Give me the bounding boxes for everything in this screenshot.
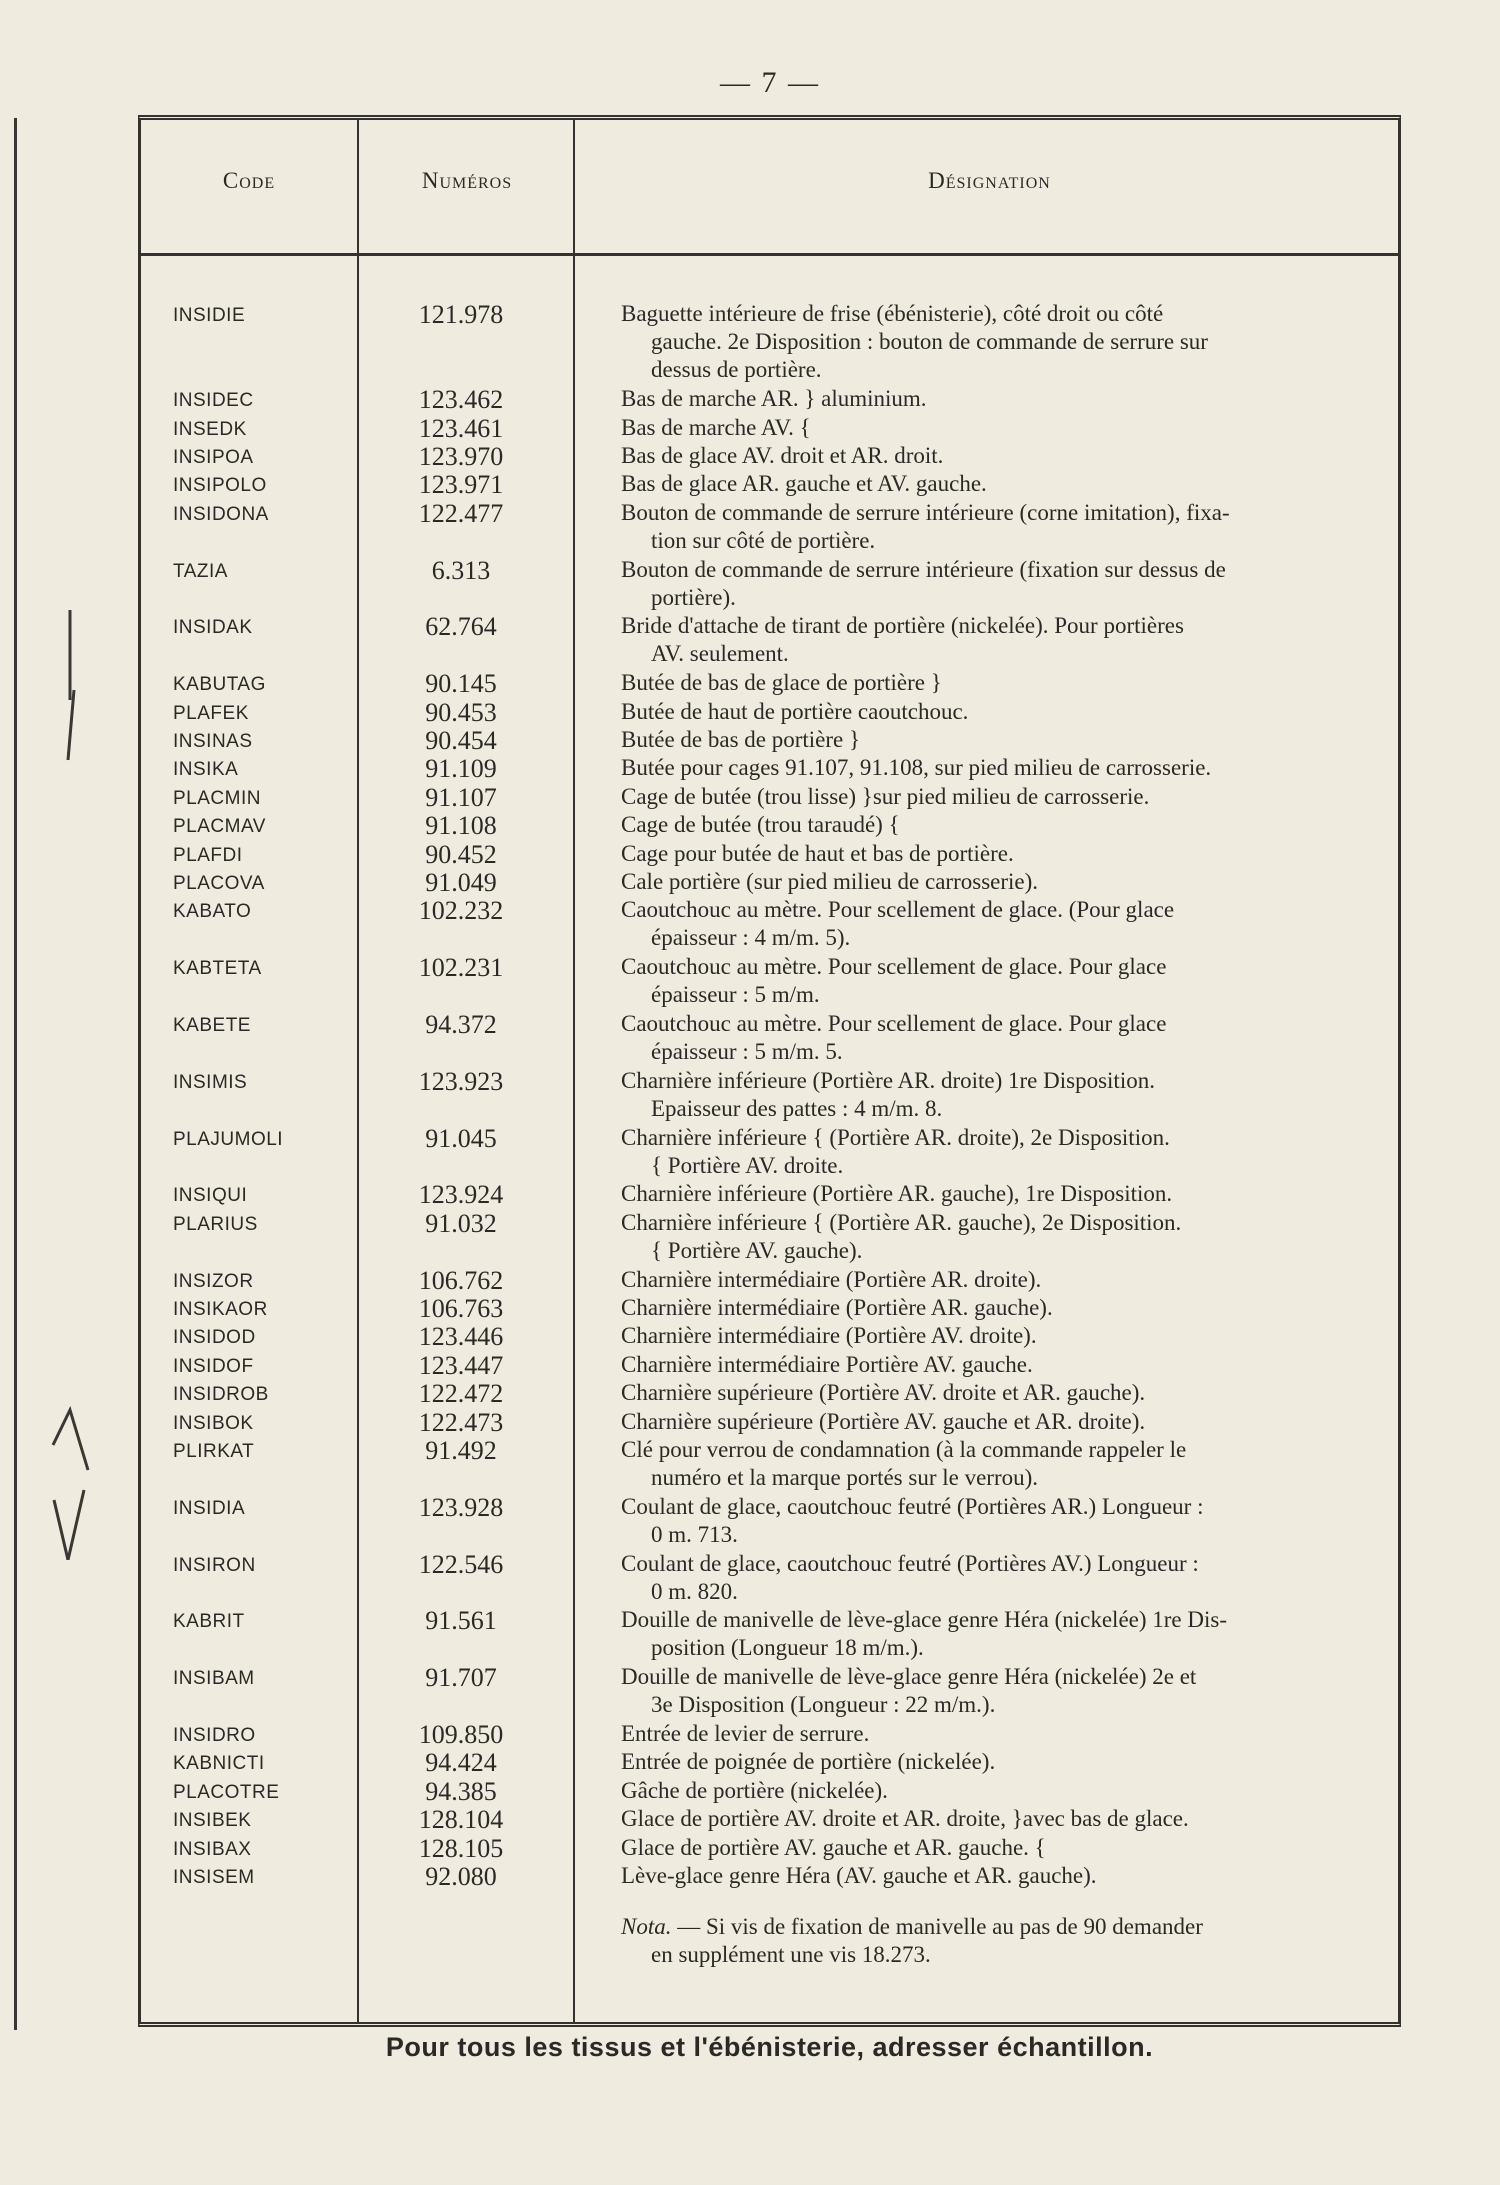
part-designation	[621, 1720, 1389, 1748]
part-number: 91.049	[425, 868, 497, 897]
table-row	[141, 1834, 1398, 1862]
table-row	[141, 1805, 1398, 1833]
designation-line: Gâche de portière (nickelée).	[621, 1777, 888, 1803]
part-code: INSIDOF	[173, 1355, 254, 1377]
part-code: INSIPOLO	[173, 475, 267, 497]
table-row	[141, 1777, 1398, 1805]
part-code: KABTETA	[173, 958, 262, 980]
part-code: PLIRKAT	[173, 1441, 255, 1462]
part-code: PLAFDI	[173, 844, 243, 866]
designation-line: Coulant de glace, caoutchouc feutré (Portières AR.) Longueur :	[621, 1493, 1204, 1519]
part-number: 94.385	[425, 1776, 497, 1806]
table-row	[141, 1379, 1398, 1407]
part-number: 128.104	[418, 1805, 504, 1835]
part-number: 91.109	[425, 754, 497, 784]
part-designation	[621, 953, 1389, 1009]
part-designation	[621, 1493, 1389, 1549]
designation-line: Caoutchouc au mètre. Pour scellement de glace. (Pour glace	[621, 897, 1175, 923]
table-row	[141, 1322, 1398, 1350]
part-code: INSIDRO	[173, 1725, 256, 1746]
part-code: PLAFEK	[173, 702, 249, 724]
part-designation	[621, 470, 1389, 498]
part-code: INSIBEK	[173, 1810, 252, 1832]
part-designation	[621, 1663, 1389, 1719]
table-row	[141, 555, 1398, 610]
part-designation	[621, 1834, 1389, 1862]
part-code: INSIMIS	[173, 1071, 248, 1093]
part-number: 91.032	[425, 1208, 497, 1238]
table-row	[141, 1266, 1398, 1294]
table-row	[141, 754, 1398, 782]
part-number: 106.762	[418, 1265, 504, 1295]
part-designation	[621, 1379, 1389, 1407]
part-designation	[621, 1351, 1389, 1379]
part-code: TAZIA	[173, 560, 228, 582]
part-number: 90.145	[425, 669, 497, 699]
designation-line: Butée pour cages 91.107, 91.108, sur pied milieu de carrosserie.	[621, 755, 1212, 781]
part-number: 122.472	[418, 1379, 504, 1409]
part-code: PLACOVA	[173, 873, 265, 894]
designation-line: Charnière intermédiaire Portière AV. gauche.	[621, 1351, 1033, 1377]
part-code: INSIQUI	[173, 1185, 248, 1207]
designation-line: 3e Disposition (Longueur : 22 m/m.).	[651, 1692, 996, 1718]
part-code: INSIPOA	[173, 447, 254, 468]
designation-line: Bas de marche AR. } aluminium.	[621, 386, 927, 412]
designation-line: Charnière supérieure (Portière AV. gauche et AR. droite).	[621, 1408, 1146, 1434]
designation-line: Glace de portière AV. gauche et AR. gauche. {	[621, 1834, 1046, 1860]
table-row	[141, 1010, 1398, 1064]
part-code: INSIDEC	[173, 390, 254, 412]
part-designation	[621, 442, 1389, 470]
designation-line: épaisseur : 5 m/m. 5.	[651, 1039, 843, 1064]
table-row	[141, 1208, 1398, 1263]
table-row	[141, 1408, 1398, 1436]
table-row	[141, 1123, 1398, 1178]
part-code: KABETE	[173, 1015, 251, 1036]
part-number: 102.232	[418, 896, 504, 926]
part-number: 122.473	[418, 1407, 504, 1437]
designation-line: Baguette intérieure de frise (ébénisterie), côté droit ou côté	[621, 301, 1164, 326]
part-number: 121.978	[418, 300, 504, 329]
page-number: — 7 —	[720, 66, 820, 99]
part-number: 123.923	[418, 1066, 504, 1096]
designation-line: Douille de manivelle de lève-glace genre Héra (nickelée) 1re Dis-	[621, 1607, 1227, 1633]
designation-line: épaisseur : 4 m/m. 5).	[651, 925, 851, 951]
part-designation	[621, 1010, 1389, 1066]
table-row	[141, 1180, 1398, 1208]
table-row	[141, 1663, 1398, 1718]
part-designation	[621, 1550, 1389, 1606]
part-number: 123.461	[418, 413, 504, 443]
designation-line: Entrée de poignée de portière (nickelée).	[621, 1749, 996, 1775]
part-number: 109.850	[418, 1720, 504, 1749]
designation-line: Bas de glace AR. gauche et AV. gauche.	[621, 471, 987, 497]
nota-text-2: en supplément une vis 18.273.	[651, 1942, 931, 1967]
part-code: PLACMAV	[173, 816, 266, 838]
designation-line: 0 m. 713.	[651, 1521, 738, 1547]
part-number: 123.928	[418, 1492, 504, 1522]
table-row	[141, 1862, 1398, 1890]
part-designation	[621, 1748, 1389, 1776]
part-designation	[621, 698, 1389, 726]
part-code: KABRIT	[173, 1611, 245, 1633]
part-code: INSIBOK	[173, 1412, 254, 1434]
part-code: PLARIUS	[173, 1213, 258, 1235]
table-row	[141, 726, 1398, 754]
part-designation	[621, 300, 1389, 384]
designation-line: Entrée de levier de serrure.	[621, 1721, 870, 1746]
part-code: INSIDIE	[173, 305, 246, 326]
designation-line: Epaisseur des pattes : 4 m/m. 8.	[651, 1095, 943, 1121]
table-row	[141, 896, 1398, 951]
designation-line: Charnière inférieure { (Portière AR. gauche), 2e Disposition.	[621, 1209, 1182, 1235]
designation-line: { Portière AV. gauche).	[651, 1237, 863, 1263]
header-designation: Désignation	[928, 168, 1051, 193]
designation-line: position (Longueur 18 m/m.).	[651, 1635, 924, 1661]
part-number: 102.231	[418, 953, 504, 983]
designation-line: Butée de bas de portière }	[621, 727, 861, 752]
part-code: PLACMIN	[173, 787, 261, 809]
designation-line: Cale portière (sur pied milieu de carrosserie).	[621, 869, 1039, 894]
part-number: 90.453	[425, 697, 497, 727]
part-number: 94.372	[425, 1010, 497, 1039]
designation-line: numéro et la marque portés sur le verrou).	[651, 1465, 1039, 1490]
part-number: 91.492	[425, 1436, 497, 1465]
part-number: 123.970	[418, 442, 504, 471]
header-rule	[141, 253, 1398, 256]
designation-line: Coulant de glace, caoutchouc feutré (Portières AV.) Longueur :	[621, 1550, 1199, 1576]
designation-line: Douille de manivelle de lève-glace genre Héra (nickelée) 2e et	[621, 1664, 1197, 1690]
part-designation	[621, 896, 1389, 952]
designation-line: Charnière intermédiaire (Portière AR. gauche).	[621, 1295, 1053, 1320]
part-number: 123.446	[418, 1322, 504, 1352]
part-designation	[621, 811, 1389, 839]
designation-line: Cage pour butée de haut et bas de portière.	[621, 840, 1014, 866]
table-row	[141, 300, 1398, 382]
part-designation	[621, 1294, 1389, 1322]
part-code: INSIKA	[173, 759, 239, 781]
part-code: KABNICTI	[173, 1753, 265, 1775]
part-number: 91.561	[425, 1606, 497, 1636]
table-row	[141, 1748, 1398, 1776]
part-code: INSIBAX	[173, 1838, 252, 1860]
part-number: 90.452	[425, 839, 497, 869]
designation-line: dessus de portière.	[651, 357, 822, 382]
designation-line: Cage de butée (trou lisse) }sur pied milieu de carrosserie.	[621, 783, 1150, 809]
part-number: 106.763	[418, 1294, 504, 1323]
part-number: 91.707	[425, 1663, 497, 1693]
designation-line: Cage de butée (trou taraudé) {	[621, 812, 900, 838]
table-row	[141, 1436, 1398, 1490]
part-designation	[621, 1209, 1389, 1265]
designation-line: 0 m. 820.	[651, 1578, 738, 1604]
part-code: PLACOTRE	[173, 1781, 280, 1803]
part-number: 62.764	[425, 612, 497, 642]
part-number: 123.971	[418, 470, 504, 500]
part-designation	[621, 840, 1389, 868]
part-number: 128.105	[418, 1833, 504, 1863]
part-designation	[621, 414, 1389, 442]
table-row	[141, 414, 1398, 442]
part-designation	[621, 669, 1389, 697]
designation-line: Butée de bas de glace de portière }	[621, 670, 942, 696]
part-code: KABUTAG	[173, 674, 266, 696]
designation-line: Charnière inférieure { (Portière AR. droite), 2e Disposition.	[621, 1124, 1170, 1150]
part-number: 91.107	[425, 782, 497, 812]
table-row	[141, 1720, 1398, 1748]
table-row	[141, 1606, 1398, 1661]
left-border-strip	[0, 118, 17, 2030]
part-designation	[621, 1436, 1389, 1492]
table-row	[141, 385, 1398, 413]
part-code: INSIBAM	[173, 1668, 255, 1690]
designation-line: Charnière intermédiaire (Portière AR. droite).	[621, 1266, 1042, 1292]
table-row	[141, 1549, 1398, 1604]
part-number: 122.477	[418, 498, 504, 528]
part-code: INSIRON	[173, 1554, 256, 1576]
part-code: KABATO	[173, 901, 252, 923]
part-designation	[621, 1180, 1389, 1208]
designation-line: Lève-glace genre Héra (AV. gauche et AR. gauche).	[621, 1863, 1097, 1888]
designation-line: Charnière intermédiaire (Portière AV. droite).	[621, 1323, 1037, 1349]
table-row	[141, 698, 1398, 726]
table-row	[141, 612, 1398, 667]
part-designation	[621, 726, 1389, 754]
part-number: 94.424	[425, 1748, 497, 1778]
part-number: 123.924	[418, 1180, 504, 1210]
nota-text: — Si vis de fixation de manivelle au pas de 90 demander	[677, 1914, 1203, 1939]
part-code: INSIZOR	[173, 1270, 254, 1292]
table-row	[141, 442, 1398, 470]
designation-line: Charnière inférieure (Portière AR. droite) 1re Disposition.	[621, 1067, 1155, 1093]
part-designation	[621, 1124, 1389, 1180]
part-designation	[621, 1862, 1389, 1890]
designation-line: Caoutchouc au mètre. Pour scellement de glace. Pour glace	[621, 1011, 1167, 1036]
part-designation	[621, 1266, 1389, 1294]
table-row	[141, 669, 1398, 697]
part-designation	[621, 783, 1389, 811]
part-designation	[621, 1606, 1389, 1662]
table-row	[141, 840, 1398, 868]
table-row	[141, 868, 1398, 896]
designation-line: portière).	[651, 584, 736, 610]
part-code: INSIDROB	[173, 1384, 269, 1406]
part-designation	[621, 612, 1389, 668]
part-code: INSIDIA	[173, 1497, 246, 1519]
part-number: 91.045	[425, 1123, 497, 1153]
part-designation	[621, 868, 1389, 896]
part-code: INSIDONA	[173, 503, 269, 525]
nota	[621, 1913, 1389, 1969]
part-code: PLAJUMOLI	[173, 1128, 284, 1150]
part-designation	[621, 1322, 1389, 1350]
binding-marks	[48, 610, 98, 1560]
part-designation	[621, 754, 1389, 782]
footer-note: Pour tous les tissus et l'ébénisterie, adresser échantillon.	[385, 2032, 1154, 2062]
table-row	[141, 953, 1398, 1008]
designation-line: Bouton de commande de serrure intérieure (fixation sur dessus de	[621, 556, 1226, 582]
designation-line: épaisseur : 5 m/m.	[651, 982, 820, 1008]
part-designation	[621, 499, 1389, 555]
designation-line: Bouton de commande de serrure intérieure (corne imitation), fixa-	[621, 499, 1230, 525]
part-designation	[621, 1777, 1389, 1805]
part-number: 6.313	[431, 555, 491, 585]
part-designation	[621, 385, 1389, 413]
designation-line: Glace de portière AV. droite et AR. droite, }avec bas de glace.	[621, 1806, 1189, 1832]
designation-line: AV. seulement.	[651, 641, 789, 667]
part-code: INSEDK	[173, 418, 247, 440]
part-number: 122.546	[418, 1549, 504, 1579]
part-code: INSINAS	[173, 731, 253, 752]
designation-line: Butée de haut de portière caoutchouc.	[621, 698, 969, 724]
designation-line: tion sur côté de portière.	[651, 527, 876, 553]
designation-line: Clé pour verrou de condamnation (à la commande rappeler le	[621, 1437, 1187, 1462]
table-row	[141, 1294, 1398, 1322]
designation-line: Charnière inférieure (Portière AR. gauche), 1re Disposition.	[621, 1181, 1173, 1207]
part-designation	[621, 1067, 1389, 1123]
designation-line: { Portière AV. droite.	[651, 1152, 844, 1178]
part-code: INSIKAOR	[173, 1299, 268, 1320]
designation-line: Charnière supérieure (Portière AV. droite et AR. gauche).	[621, 1380, 1146, 1406]
designation-line: Bas de glace AV. droit et AR. droit.	[621, 443, 944, 468]
table-row	[141, 811, 1398, 839]
header-numeros: Numéros	[421, 168, 513, 193]
table-row	[141, 470, 1398, 498]
part-code: INSISEM	[173, 1867, 255, 1888]
table-row	[141, 1492, 1398, 1547]
part-code: INSIDOD	[173, 1327, 256, 1349]
part-number: 90.454	[425, 726, 497, 755]
part-designation	[621, 1408, 1389, 1436]
table-row	[141, 1066, 1398, 1121]
part-number: 123.462	[418, 385, 504, 415]
designation-line: Bride d'attache de tirant de portière (nickelée). Pour portières	[621, 613, 1184, 639]
part-code: INSIDAK	[173, 617, 253, 639]
part-number: 123.447	[418, 1350, 504, 1380]
designation-line: Caoutchouc au mètre. Pour scellement de glace. Pour glace	[621, 954, 1167, 980]
part-designation	[621, 1805, 1389, 1833]
table-row	[141, 783, 1398, 811]
part-designation	[621, 556, 1389, 612]
table-row	[141, 1351, 1398, 1379]
designation-line: gauche. 2e Disposition : bouton de commande de serrure sur	[651, 329, 1208, 354]
designation-line: Bas de marche AV. {	[621, 414, 811, 440]
table-row	[141, 498, 1398, 553]
part-number: 91.108	[425, 811, 497, 841]
part-number: 92.080	[425, 1862, 497, 1891]
nota-label: Nota.	[621, 1914, 672, 1939]
header-code: Code	[222, 168, 276, 193]
parts-table	[138, 115, 1401, 2027]
